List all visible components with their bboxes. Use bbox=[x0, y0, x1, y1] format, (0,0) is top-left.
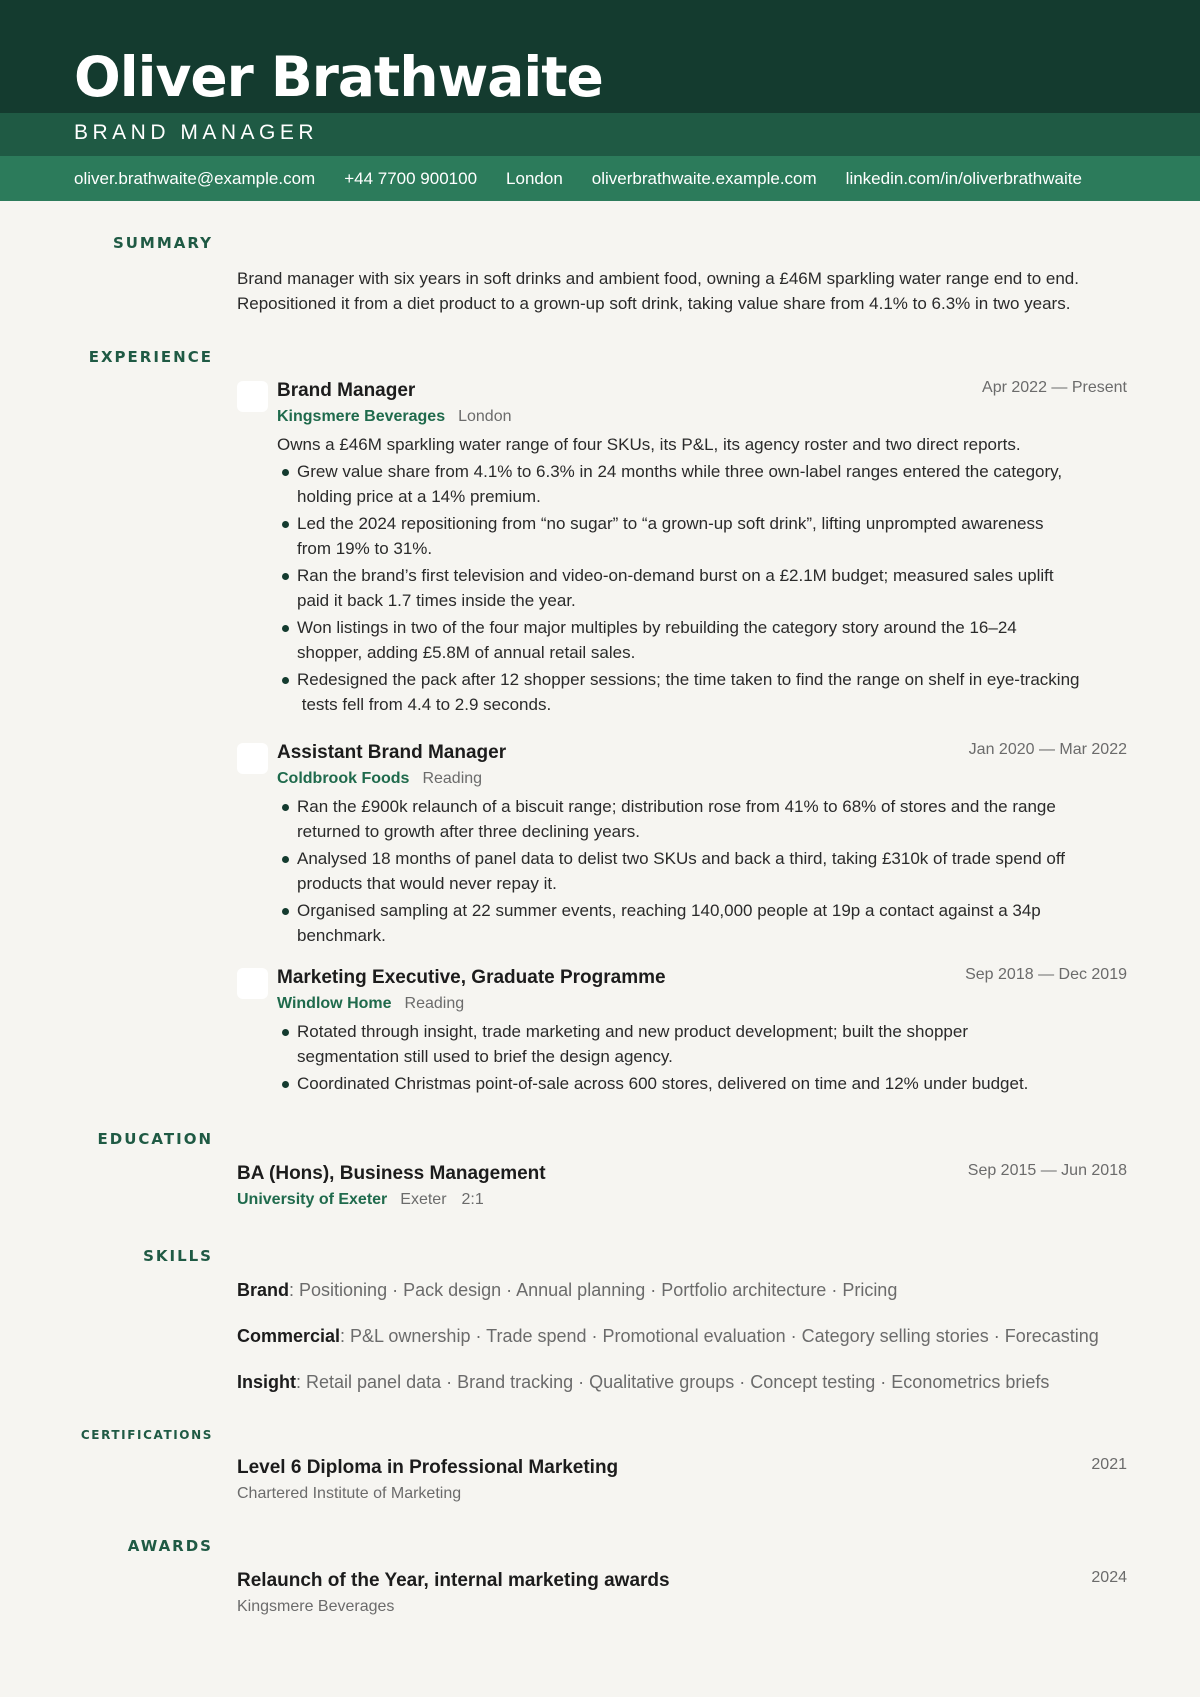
contact-email[interactable]: oliver.brathwaite@example.com bbox=[74, 168, 316, 188]
certification-title: Level 6 Diploma in Professional Marketing bbox=[237, 1457, 619, 1478]
job-headline: BRAND MANAGER bbox=[74, 121, 319, 144]
award-year: 2024 bbox=[1091, 1569, 1127, 1586]
contact-website[interactable]: oliverbrathwaite.example.com bbox=[591, 168, 817, 188]
header-title-bar bbox=[0, 113, 1200, 156]
skill-items: : Positioning · Pack design · Annual planning · Portfolio architecture · Pricing bbox=[289, 1280, 898, 1300]
contact-phone[interactable]: +44 7700 900100 bbox=[344, 168, 478, 188]
company-name: Kingsmere Beverages bbox=[277, 408, 446, 425]
contact-linkedin[interactable]: linkedin.com/in/oliverbrathwaite bbox=[845, 168, 1082, 188]
skill-group bbox=[237, 1277, 897, 1303]
section-label-certifications: CERTIFICATIONS bbox=[80, 1428, 213, 1442]
job-bullet: Grew value share from 4.1% to 6.3% in 24 months while three own-label ranges entered the category, holding price at a 14% premium. bbox=[277, 459, 1127, 509]
certification-issuer: Chartered Institute of Marketing bbox=[237, 1485, 462, 1502]
contact-bar bbox=[0, 156, 1200, 201]
award-title: Relaunch of the Year, internal marketing awards bbox=[237, 1570, 670, 1591]
award-entry bbox=[237, 1568, 1127, 1620]
job-title: Assistant Brand Manager bbox=[277, 742, 507, 763]
job-bullets bbox=[277, 1019, 1127, 1096]
job-bullet: Ran the brand’s first television and video-on-demand burst on a £2.1M budget; measured sales uplift paid it back 1.7 times inside the year. bbox=[277, 563, 1127, 613]
certification-year: 2021 bbox=[1091, 1456, 1127, 1473]
certification-entry bbox=[237, 1455, 1127, 1507]
company-logo bbox=[237, 743, 268, 774]
header-name-bar bbox=[0, 0, 1200, 113]
skill-group bbox=[237, 1369, 1049, 1395]
job-bullets bbox=[277, 459, 1127, 717]
education-meta bbox=[237, 1187, 1127, 1213]
school-location: Exeter bbox=[400, 1191, 447, 1208]
degree-grade: 2:1 bbox=[461, 1191, 484, 1208]
section-label-skills: SKILLS bbox=[143, 1247, 213, 1265]
job-bullet: Rotated through insight, trade marketing and new product development; built the shopper segmentation still used to brief the design agency. bbox=[277, 1019, 1127, 1069]
job-dates: Sep 2018 — Dec 2019 bbox=[965, 966, 1127, 983]
job-meta bbox=[277, 991, 1127, 1017]
contact-location: London bbox=[506, 168, 563, 188]
candidate-name: Oliver Brathwaite bbox=[74, 45, 603, 109]
job-location: Reading bbox=[404, 995, 465, 1012]
company-logo bbox=[237, 381, 268, 412]
header bbox=[0, 0, 1200, 201]
job-location: Reading bbox=[422, 770, 483, 787]
company-name: Coldbrook Foods bbox=[277, 770, 410, 787]
section-label-education: EDUCATION bbox=[97, 1130, 213, 1148]
job-bullet: Won listings in two of the four major multiples by rebuilding the category story around the 16–24 shopper, adding £5.8M of annual retail sales. bbox=[277, 615, 1127, 665]
education-entry bbox=[237, 1161, 1127, 1213]
skill-items: : P&L ownership · Trade spend · Promotional evaluation · Category selling stories · Forecasting bbox=[340, 1326, 1099, 1346]
education-dates: Sep 2015 — Jun 2018 bbox=[967, 1162, 1127, 1179]
experience-entry-content bbox=[277, 378, 1127, 719]
job-bullet: Led the 2024 repositioning from “no sugar” to “a grown-up soft drink”, lifting unprompted awareness from 19% to 31%. bbox=[277, 511, 1127, 561]
skill-group bbox=[237, 1323, 1099, 1349]
job-meta bbox=[277, 404, 1127, 430]
degree-title: BA (Hons), Business Management bbox=[237, 1163, 546, 1184]
summary-line: Repositioned it from a diet product to a grown-up soft drink, taking value share from 4.1% to 6.3% in two years. bbox=[237, 294, 1071, 313]
job-meta bbox=[277, 766, 1127, 792]
skill-category: Insight bbox=[237, 1372, 296, 1392]
school-name: University of Exeter bbox=[237, 1191, 388, 1208]
skill-items: : Retail panel data · Brand tracking · Qualitative groups · Concept testing · Econometrics briefs bbox=[296, 1372, 1050, 1392]
job-bullets bbox=[277, 794, 1127, 948]
award-issuer: Kingsmere Beverages bbox=[237, 1598, 395, 1615]
section-label-experience: EXPERIENCE bbox=[88, 348, 213, 366]
summary-line: Brand manager with six years in soft drinks and ambient food, owning a £46M sparkling water range end to end. bbox=[237, 269, 1079, 288]
section-label-awards: AWARDS bbox=[127, 1537, 213, 1555]
experience-entry-content bbox=[277, 740, 1127, 950]
job-bullet: Organised sampling at 22 summer events, reaching 140,000 people at 19p a contact against a 34p benchmark. bbox=[277, 898, 1127, 948]
job-bullet: Redesigned the pack after 12 shopper sessions; the time taken to find the range on shelf in eye-tracking tests fell from 4.4 to 2.9 seconds. bbox=[277, 667, 1127, 717]
job-bullet: Analysed 18 months of panel data to delist two SKUs and back a third, taking £310k of trade spend off products that would never repay it. bbox=[277, 846, 1127, 896]
skill-category: Commercial bbox=[237, 1326, 341, 1346]
job-dates: Apr 2022 — Present bbox=[982, 379, 1127, 396]
job-dates: Jan 2020 — Mar 2022 bbox=[968, 741, 1127, 758]
skill-category: Brand bbox=[237, 1280, 290, 1300]
company-name: Windlow Home bbox=[277, 995, 392, 1012]
company-logo bbox=[237, 968, 268, 999]
job-bullet: Coordinated Christmas point-of-sale across 600 stores, delivered on time and 12% under budget. bbox=[277, 1071, 1127, 1096]
section-label-summary: SUMMARY bbox=[112, 234, 213, 252]
job-location: London bbox=[458, 408, 512, 425]
summary-text bbox=[237, 266, 1127, 316]
job-bullet: Ran the £900k relaunch of a biscuit range; distribution rose from 41% to 68% of stores and the range returned to growth after three declining years. bbox=[277, 794, 1127, 844]
job-title: Brand Manager bbox=[277, 380, 416, 401]
experience-entry-content bbox=[277, 965, 1127, 1098]
job-intro: Owns a £46M sparkling water range of four SKUs, its P&L, its agency roster and two direct reports. bbox=[277, 435, 1021, 454]
skills-list bbox=[237, 1277, 1127, 1397]
job-title: Marketing Executive, Graduate Programme bbox=[277, 967, 666, 988]
